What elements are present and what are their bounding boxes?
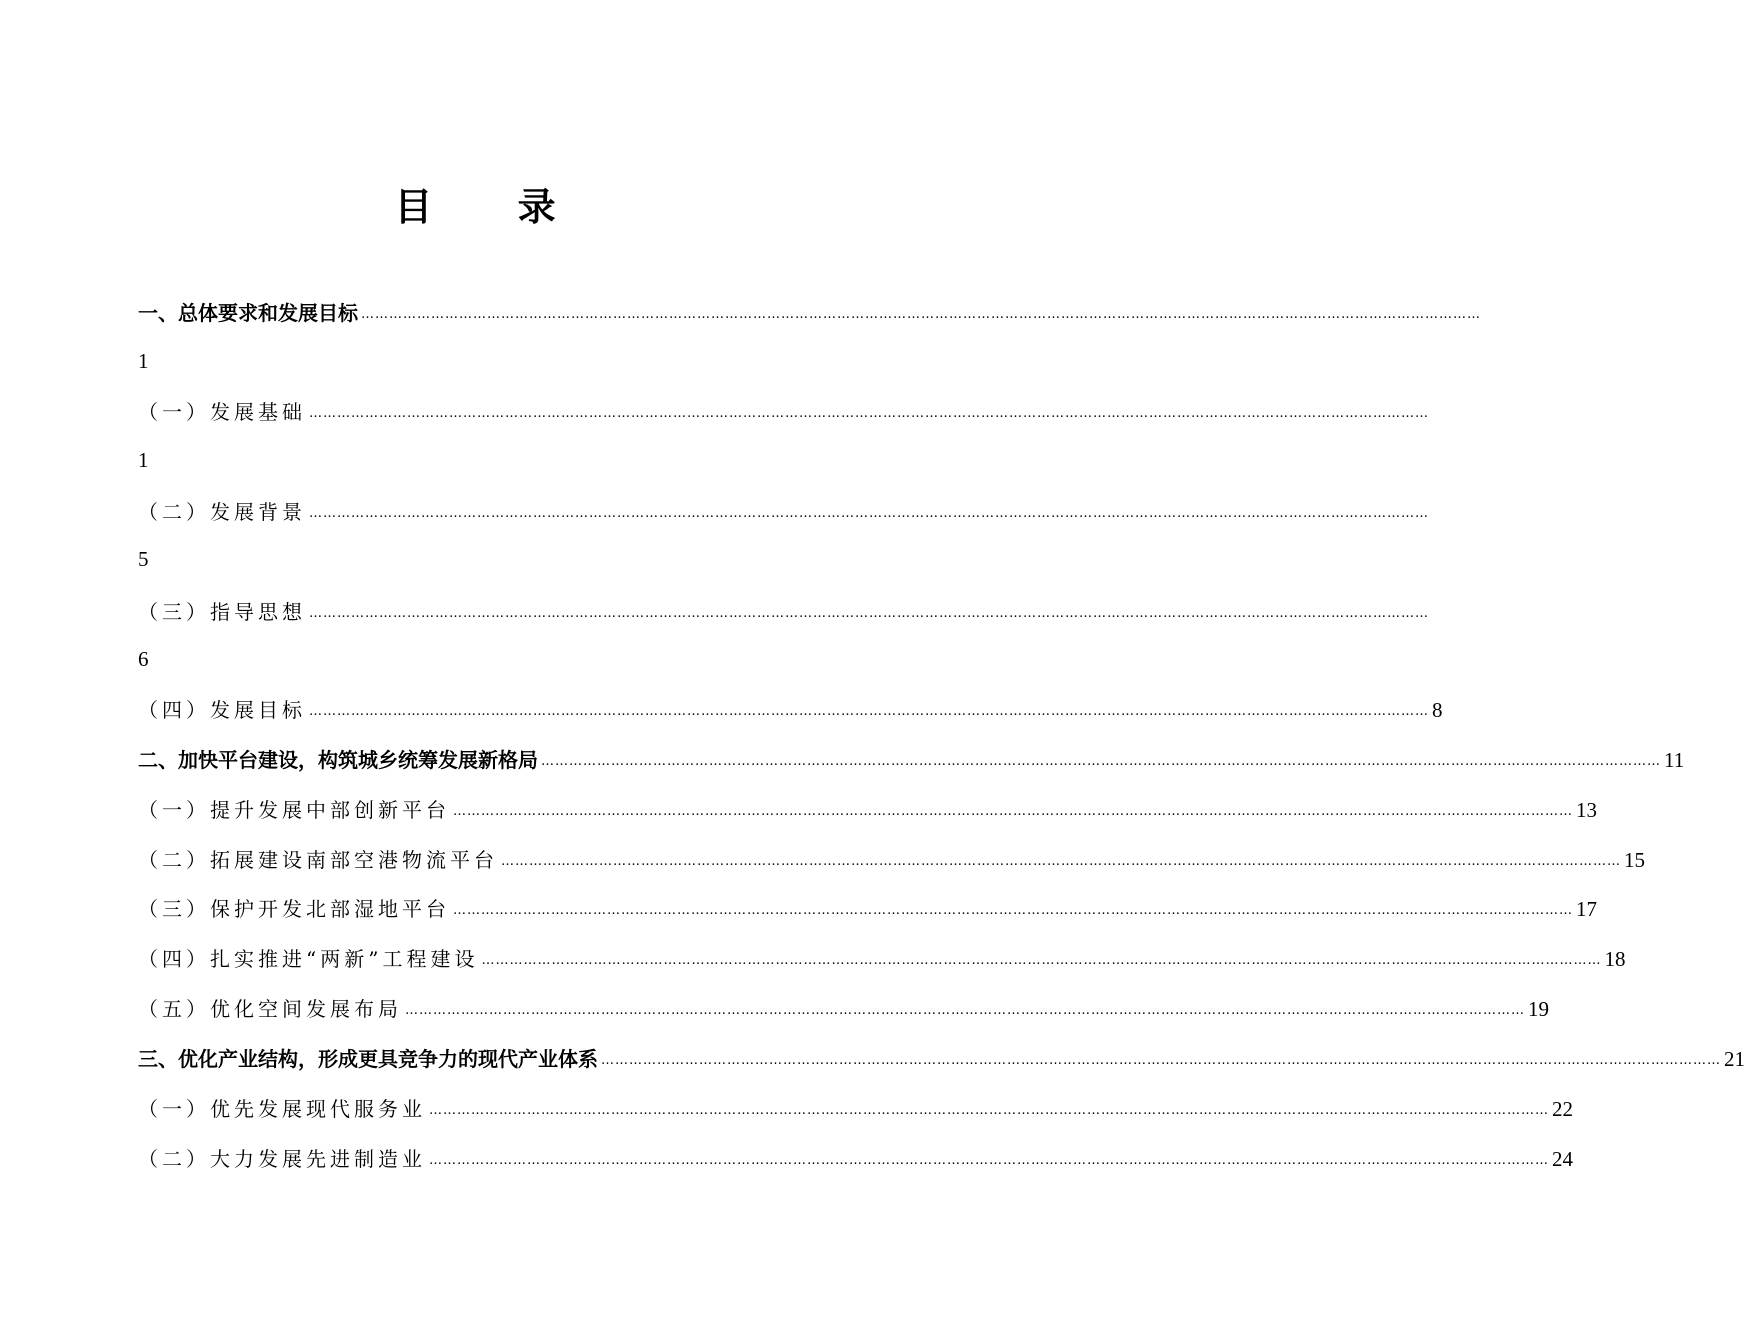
- dot-leader: ……………………………………………………………………………………………………………………………………………………………………………………………………………………: [453, 804, 1573, 819]
- toc-entry[interactable]: [138, 1091, 1573, 1123]
- toc-entry-page: 15: [1624, 848, 1645, 872]
- toc-entry-page: 21: [1724, 1047, 1745, 1071]
- toc-entry[interactable]: [138, 394, 1429, 426]
- toc-entry-page: 19: [1528, 997, 1549, 1021]
- toc-entry-label: （一）优先发展现代服务业: [138, 1097, 426, 1121]
- toc-entry-label: 三、优化产业结构，形成更具竞争力的现代产业体系: [138, 1047, 598, 1071]
- dot-leader: ……………………………………………………………………………………………………………………………………………………………………………………………………………………: [309, 704, 1429, 719]
- dot-leader: ……………………………………………………………………………………………………………………………………………………………………………………………………………………: [453, 903, 1573, 918]
- toc-entry[interactable]: [138, 842, 1645, 874]
- dot-leader: ……………………………………………………………………………………………………………………………………………………………………………………………………………………: [361, 307, 1481, 322]
- toc-entry-label: （五）优化空间发展布局: [138, 997, 402, 1021]
- dot-leader: ……………………………………………………………………………………………………………………………………………………………………………………………………………………: [309, 506, 1429, 521]
- toc-entry-page: 18: [1604, 947, 1626, 971]
- toc-entry[interactable]: [138, 1141, 1573, 1173]
- toc-entry-page: 24: [1552, 1147, 1573, 1171]
- dot-leader: ……………………………………………………………………………………………………………………………………………………………………………………………………………………: [541, 754, 1661, 769]
- toc-entry-page: 17: [1576, 897, 1597, 921]
- toc-entry-label: （一）提升发展中部创新平台: [138, 798, 450, 822]
- dot-leader: ……………………………………………………………………………………………………………………………………………………………………………………………………………………: [481, 953, 1602, 968]
- toc-entry-page: 6: [138, 647, 149, 671]
- toc-entry[interactable]: [138, 742, 1685, 774]
- toc-entry[interactable]: [138, 891, 1597, 923]
- toc-entry[interactable]: [138, 1041, 1745, 1073]
- page-title: 目 录: [394, 185, 592, 229]
- toc-entry-label: （四）发展目标: [138, 698, 306, 722]
- toc-entry-page: 1: [138, 448, 149, 472]
- toc-entry[interactable]: [138, 991, 1549, 1023]
- toc-entry-page: 22: [1552, 1097, 1573, 1121]
- toc-entry-label: （二）发展背景: [138, 500, 306, 524]
- dot-leader: ……………………………………………………………………………………………………………………………………………………………………………………………………………………: [501, 854, 1621, 869]
- toc-entry-label: （三）指导思想: [138, 600, 306, 624]
- toc-entry[interactable]: [138, 792, 1597, 824]
- toc-entry-label: 二、加快平台建设，构筑城乡统筹发展新格局: [138, 748, 538, 772]
- toc-entry-label: 一、总体要求和发展目标: [138, 301, 358, 325]
- toc-entry-page: 11: [1664, 748, 1685, 772]
- toc-entry[interactable]: [138, 594, 1429, 626]
- toc-entry-page: 5: [138, 547, 149, 571]
- toc-entry[interactable]: [138, 494, 1429, 526]
- toc-entry-page: 8: [1432, 698, 1443, 722]
- toc-entry-page: 1: [138, 349, 149, 373]
- toc-entry-label: （三）保护开发北部湿地平台: [138, 897, 450, 921]
- toc-entry[interactable]: [138, 941, 1626, 973]
- dot-leader: ……………………………………………………………………………………………………………………………………………………………………………………………………………………: [309, 406, 1429, 421]
- toc-entry-page: 13: [1576, 798, 1597, 822]
- toc-entry-label: （四）扎实推进“两新”工程建设: [138, 947, 479, 971]
- toc-entry-label: （二）大力发展先进制造业: [138, 1147, 426, 1171]
- toc-entry[interactable]: [138, 295, 1481, 327]
- dot-leader: ……………………………………………………………………………………………………………………………………………………………………………………………………………………: [405, 1003, 1525, 1018]
- dot-leader: ……………………………………………………………………………………………………………………………………………………………………………………………………………………: [429, 1103, 1549, 1118]
- dot-leader: ……………………………………………………………………………………………………………………………………………………………………………………………………………………: [309, 606, 1429, 621]
- dot-leader: ……………………………………………………………………………………………………………………………………………………………………………………………………………………: [601, 1053, 1721, 1068]
- dot-leader: ……………………………………………………………………………………………………………………………………………………………………………………………………………………: [429, 1153, 1549, 1168]
- toc-entry-label: （二）拓展建设南部空港物流平台: [138, 848, 498, 872]
- toc-entry-label: （一）发展基础: [138, 400, 306, 424]
- toc-entry[interactable]: [138, 692, 1443, 724]
